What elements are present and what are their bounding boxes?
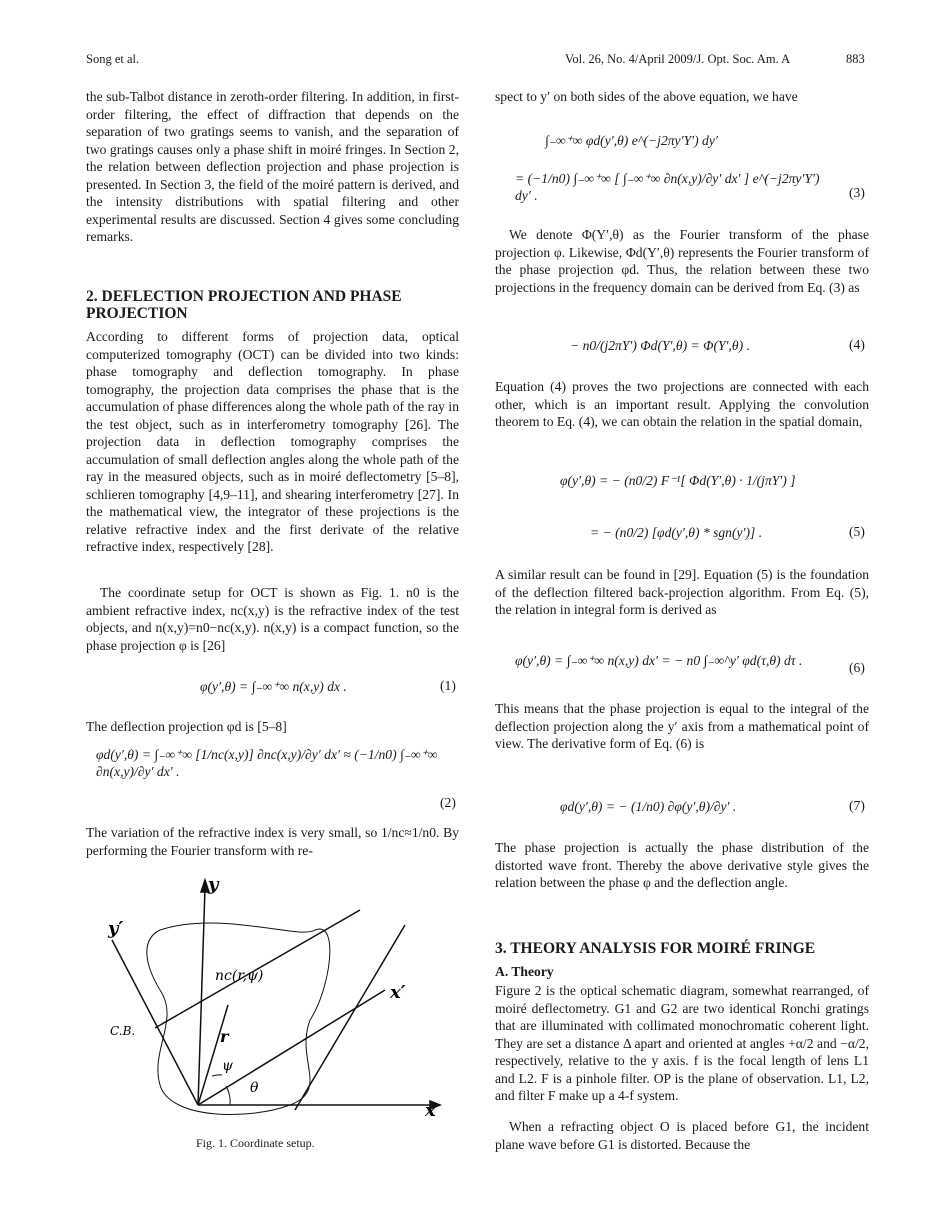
cb-label: C.B.: [110, 1024, 136, 1038]
paragraph-deflection: The deflection projection φd is [5–8]: [86, 719, 287, 734]
equation-2-number: (2): [440, 795, 456, 810]
theta-label: θ: [250, 1080, 259, 1096]
intro-paragraph: the sub-Talbot distance in zeroth-order filtering. In addition, in first-order filtering, the effect of diffraction that depends on the separation of two gratings seems to vanish, and the separation of two gratings causes only a phase shift in moiré fringes. In Section 2, the relation between deflection projection and phase projection is presented. In Section 3, the field of the moiré pattern is derived, and the intensity distributions with spatial filtering and other experimental results are discussed. Section 4 gives some concluding remarks.: [86, 89, 459, 244]
paragraph-oct: According to different forms of projection data, optical computerized tomography (OCT) can be divided into two kinds: phase tomography and deflection tomography. In phase tomography, the projection data comprises the phase that is the accumulation of phase differences along the whole path of the ray in the test object, such as in interferometry tomography [26]. The projection data in deflection tomography comprises the accumulation of small deflection angles along the whole path of the ray in the measured objects, such as in moiré deflectometry [5–8], schlieren tomography [4,9–11], and shearing interferometry [27]. In the mathematical view, the integrator of these projections is the relative refractive index and the first derivate of the relative refractive index, respectively [28].: [86, 329, 459, 554]
psi-label: ψ: [222, 1058, 233, 1074]
equation-3-number: (3): [849, 185, 865, 200]
paragraph-variation: The variation of the refractive index is very small, so 1/nc≈1/n0. By performing the Fourier transform with re-: [86, 825, 459, 858]
equation-5-line-2: = − (n0/2) [φd(y′,θ) * sgn(y′)] .: [590, 525, 763, 540]
equation-3-line-1: ∫₋∞⁺∞ φd(y′,θ) e^(−j2πy′Y′) dy′: [545, 133, 718, 148]
figure-1-coordinate-setup: [100, 870, 450, 1130]
r-label: r: [220, 1027, 229, 1046]
paragraph-phase-projection: The phase projection is actually the phase distribution of the distorted wave front. Thereby the above derivative style gives the relation between the phase φ and the deflection angle.: [495, 840, 869, 890]
running-header-authors: Song et al.: [86, 52, 140, 66]
coordinate-diagram: [100, 870, 450, 1130]
equation-1: φ(y′,θ) = ∫₋∞⁺∞ n(x,y) dx .: [200, 679, 347, 694]
equation-4-number: (4): [849, 337, 865, 352]
running-header-journal: Vol. 26, No. 4/April 2009/J. Opt. Soc. Am. A: [565, 52, 791, 66]
equation-1-number: (1): [440, 678, 456, 693]
paragraph-refracting-object: When a refracting object O is placed before G1, the incident plane wave before G1 is distorted. Because the: [495, 1119, 869, 1152]
equation-4: − n0/(j2πY′) Φd(Y′,θ) = Φ(Y′,θ) .: [570, 338, 750, 353]
equation-2: φd(y′,θ) = ∫₋∞⁺∞ [1/nc(x,y)] ∂nc(x,y)/∂y′ dx′ ≈ (−1/n0) ∫₋∞⁺∞ ∂n(x,y)/∂y′ dx′ .: [96, 747, 438, 779]
paragraph-denote: We denote Φ(Y′,θ) as the Fourier transform of the phase projection φ. Likewise, Φd(Y′,θ) represents the Fourier transform of the phase projection φd. Thus, the relation between these two projections in the frequency domain can be derived from Eq. (3) as: [495, 227, 869, 295]
equation-6: φ(y′,θ) = ∫₋∞⁺∞ n(x,y) dx′ = − n0 ∫₋∞^y′ φd(τ,θ) dτ .: [515, 653, 803, 668]
x-axis-label: x: [425, 1100, 436, 1121]
paragraph-similar-result: A similar result can be found in [29]. Equation (5) is the foundation of the deflection filtered back-projection algorithm. From Eq. (5), the relation in integral form is derived as: [495, 567, 869, 617]
equation-7: φd(y′,θ) = − (1/n0) ∂φ(y′,θ)/∂y′ .: [560, 799, 737, 814]
y-axis-label: y: [208, 874, 219, 895]
figure-1-caption: Fig. 1. Coordinate setup.: [196, 1136, 315, 1150]
subsection-a-heading: A. Theory: [495, 964, 554, 979]
paragraph-fourier: spect to y′ on both sides of the above equation, we have: [495, 89, 798, 104]
page-number: 883: [846, 52, 865, 66]
y-prime-axis-label: y′: [108, 918, 124, 939]
refractive-index-label: nc(r,ψ): [215, 968, 264, 984]
paragraph-equation-4: Equation (4) proves the two projections are connected with each other, which is an important result. Applying the convolution theorem to Eq. (4), we can obtain the relation in the spatial domain,: [495, 379, 869, 429]
equation-6-number: (6): [849, 660, 865, 675]
equation-5-number: (5): [849, 524, 865, 539]
equation-3-line-2: = (−1/n0) ∫₋∞⁺∞ [ ∫₋∞⁺∞ ∂n(x,y)/∂y′ dx′ ] e^(−j2πy′Y′) dy′ .: [515, 171, 820, 203]
paragraph-theory: Figure 2 is the optical schematic diagram, somewhat rearranged, of moiré deflectometry. G1 and G2 are two identical Ronchi gratings that are illuminated with collimated monochromatic coherent light. They are set a distance Δ apart and oriented at angles +α/2 and −α/2, respectively, relative to the y axis. f is the focal length of lens L1 and L2. F is a pinhole filter. OP is the plane of observation. L1, L2, and filter F make up a 4-f system.: [495, 983, 869, 1103]
paragraph-this-means: This means that the phase projection is equal to the integral of the deflection projection along the y′ axis from a mathematical point of view. The derivative form of Eq. (6) is: [495, 701, 869, 751]
equation-5-line-1: φ(y′,θ) = − (n0/2) F⁻¹[ Φd(Y′,θ) · 1/(jπY′) ]: [560, 473, 796, 488]
x-prime-axis-label: x′: [390, 982, 406, 1003]
paragraph-coordinate-setup: The coordinate setup for OCT is shown as Fig. 1. n0 is the ambient refractive index, nc(x,y) is the refractive index of the test objects, and n(x,y)=n0−nc(x,y). n(x,y) is a compact function, so the phase projection φ is [26]: [86, 585, 459, 653]
section-3-heading: 3. THEORY ANALYSIS FOR MOIRÉ FRINGE: [495, 940, 816, 957]
section-2-heading: 2. DEFLECTION PROJECTION AND PHASE PROJECTION: [86, 288, 402, 322]
equation-7-number: (7): [849, 798, 865, 813]
